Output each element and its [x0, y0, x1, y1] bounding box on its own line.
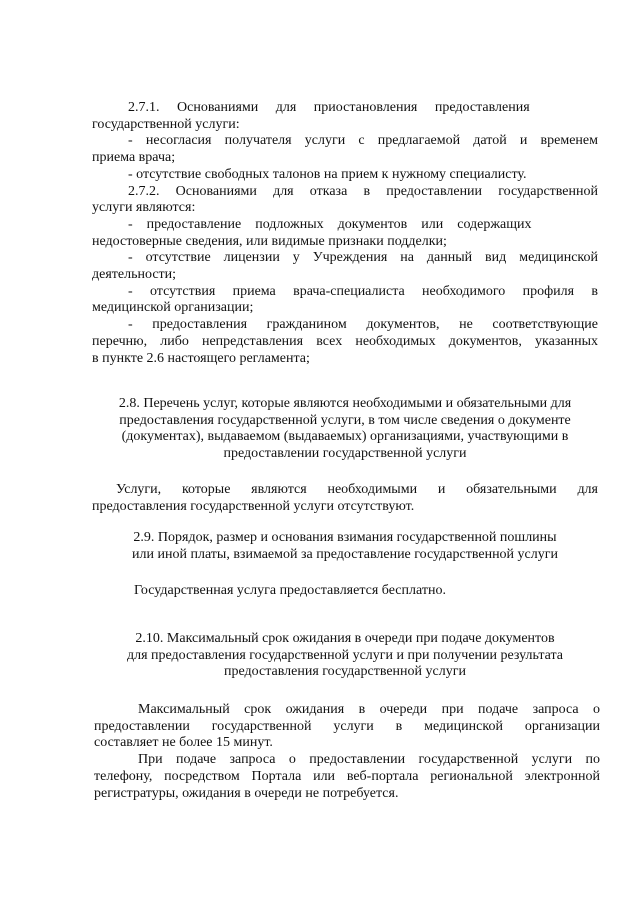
bullet-no-license-first-line: - отсутствие лицензии у Учреждения на данный вид медицинской: [128, 250, 598, 266]
section-2-10-heading: [92, 631, 598, 681]
paragraph-2-7-2-first-line: 2.7.2. Основаниями для отказа в предоставлении государственной: [128, 183, 598, 199]
section-2-10-paragraph-2-line-3: регистратуры, ожидания в очереди не потребуется.: [94, 785, 399, 801]
section-2-10-heading-line-1: 2.10. Максимальный срок ожидания в очереди при подаче документов: [135, 631, 555, 646]
section-2-9-heading-line-2: или иной платы, взимаемой за предоставление государственной услуги: [132, 546, 558, 562]
bullet-no-license-rest: деятельности;: [92, 267, 177, 283]
section-2-9-heading-line-1: 2.9. Порядок, размер и основания взимания государственной пошлины: [133, 530, 557, 545]
section-2-10-body: [94, 702, 600, 802]
bullet-forged-documents-rest: недостоверные сведения, или видимые признаки подделки;: [92, 233, 447, 249]
bullet-documents-mismatch-line-3: в пункте 2.6 настоящего регламента;: [92, 350, 310, 366]
section-2-10-paragraph-1-line-3: составляет не более 15 минут.: [94, 735, 273, 751]
paragraph-2-7-1-rest: государственной услуги:: [92, 116, 240, 132]
bullet-documents-mismatch-line-2: перечню, либо непредставления всех необходимых документов, указанных: [92, 333, 598, 349]
bullet-no-specialist-rest: медицинской организации;: [92, 300, 254, 316]
section-2-8-heading: [92, 396, 598, 463]
section-2-8-heading-line-1: 2.8. Перечень услуг, которые являются необходимыми и обязательными для: [118, 396, 572, 411]
section-2-8-heading-line-4: предоставлении государственной услуги: [223, 446, 467, 462]
section-2-10-heading-line-2: для предоставления государственной услуги и при получении результата: [126, 647, 563, 663]
paragraph-2-7-1-first-line: 2.7.1. Основаниями для приостановления предоставления: [128, 100, 530, 115]
section-2-10-paragraph-1-line-1: Максимальный срок ожидания в очереди при подаче запроса о: [138, 702, 600, 717]
bullet-disagreement-rest: приема врача;: [92, 150, 176, 166]
section-2-10-paragraph-1-line-2: предоставлении государственной услуги в медицинской организации: [94, 718, 600, 734]
section-2-7: [92, 100, 598, 367]
section-2-10-paragraph-2-line-2: телефону, посредством Портала или веб-портала региональной электронной: [94, 768, 600, 784]
section-2-9-heading: [92, 530, 598, 563]
section-2-8-body: [92, 482, 598, 515]
bullet-documents-mismatch-line-1: - предоставления гражданином документов, не соответствующие: [128, 317, 598, 333]
section-2-8-body-line-1: Услуги, которые являются необходимыми и обязательными для: [116, 482, 598, 497]
bullet-no-coupons: - отсутствие свободных талонов на прием к нужному специалисту.: [128, 166, 527, 182]
bullet-disagreement-first-line: - несогласия получателя услуги с предлагаемой датой и временем: [128, 133, 598, 149]
section-2-9-body-text: Государственная услуга предоставляется бесплатно.: [134, 583, 446, 598]
bullet-forged-documents-first-line: - предоставление подложных документов или содержащих: [128, 216, 532, 232]
section-2-9-body: [134, 583, 594, 600]
section-2-10-heading-line-3: предоставления государственной услуги: [224, 664, 466, 680]
section-2-8-heading-line-2: предоставления государственной услуги, в том числе сведения о документе: [119, 412, 571, 428]
section-2-8-body-line-2: предоставления государственной услуги отсутствуют.: [92, 498, 415, 514]
bullet-no-specialist-first-line: - отсутствия приема врача-специалиста необходимого профиля в: [128, 283, 598, 299]
paragraph-2-7-2-rest: услуги являются:: [92, 200, 196, 216]
section-2-10-paragraph-2-line-1: При подаче запроса о предоставлении государственной услуги по: [138, 752, 600, 768]
section-2-8-heading-line-3: (документах), выдаваемом (выдаваемых) организациями, участвующими в: [121, 429, 569, 445]
